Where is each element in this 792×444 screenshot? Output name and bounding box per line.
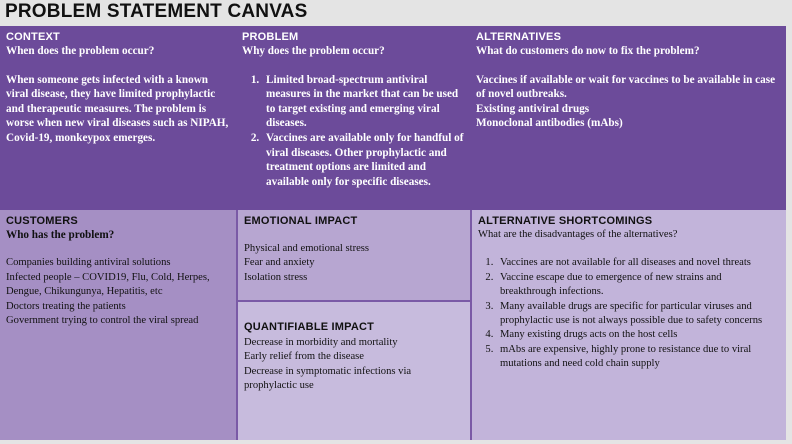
customers-line: Doctors treating the patients — [6, 300, 126, 312]
shortcoming-item: 2. Vaccine escape due to emergence of new strains and breakthrough infections. — [496, 271, 780, 300]
emotional-line: Isolation stress — [244, 271, 308, 283]
shortcoming-item: 4. Many existing drugs acts on the host cells — [496, 328, 780, 342]
problem-cell — [236, 26, 470, 210]
shortcomings-question: What are the disadvantages of the alternatives? — [478, 229, 678, 240]
quantifiable-line: Early relief from the disease — [244, 351, 365, 363]
customers-question: Who has the problem? — [6, 229, 115, 241]
shortcomings-list — [478, 256, 780, 371]
alternatives-body — [476, 73, 780, 131]
context-question: When does the problem occur? — [6, 45, 155, 57]
alternative-shortcomings-cell — [472, 210, 786, 440]
problem-item: 2. Vaccines are available only for handful of viral diseases. Other prophylactic and treatment options are limited and available only for specific diseases. — [262, 131, 464, 189]
problem-item: 1. Limited broad-spectrum antiviral measures in the market that can be used to target existing and emerging viral diseases. — [262, 73, 464, 131]
quantifiable-line: Decrease in morbidity and mortality — [244, 337, 398, 348]
customers-line: Government trying to control the viral spread — [6, 315, 199, 327]
customers-header: CUSTOMERS — [6, 215, 78, 227]
shortcomings-header: ALTERNATIVE SHORTCOMINGS — [478, 215, 653, 227]
customers-line: Companies building antiviral solutions — [6, 257, 171, 269]
context-header: CONTEXT — [6, 31, 60, 43]
quantifiable-line: Decrease in symptomatic infections via prophylactic use — [244, 365, 412, 392]
emotional-impact-body — [244, 242, 464, 285]
canvas-board — [0, 26, 786, 440]
alternatives-question: What do customers do now to fix the problem? — [476, 45, 700, 57]
shortcoming-item: 5. mAbs are expensive, highly prone to resistance due to viral mutations and need cold chain supply — [496, 343, 780, 372]
emotional-impact-cell — [238, 210, 470, 300]
emotional-line: Physical and emotional stress — [244, 243, 370, 254]
problem-list — [242, 73, 464, 190]
customers-cell — [0, 210, 236, 440]
problem-question: Why does the problem occur? — [242, 45, 385, 57]
shortcoming-item: 1. Vaccines are not available for all diseases and novel threats — [496, 256, 780, 270]
quantifiable-impact-header: QUANTIFIABLE IMPACT — [244, 321, 375, 333]
shortcoming-item: 3. Many available drugs are specific for particular viruses and prophylactic use is not always possible due to safety concerns — [496, 300, 780, 329]
problem-header: PROBLEM — [242, 31, 299, 43]
alternatives-header: ALTERNATIVES — [476, 31, 562, 43]
customers-body — [6, 256, 230, 328]
alternatives-line: Monoclonal antibodies (mAbs) — [476, 117, 623, 130]
emotional-line: Fear and anxiety — [244, 257, 315, 269]
context-cell — [0, 26, 236, 210]
context-body: When someone gets infected with a known viral disease, they have limited prophylactic and therapeutic measures. The problem is worse when new viral diseases such as NIPAH, Covid-19, monkeypox emerges. — [6, 73, 229, 144]
alternatives-line: Vaccines if available or wait for vaccines to be available in case of novel outbreaks. — [476, 73, 776, 101]
page-title: PROBLEM STATEMENT CANVAS — [5, 1, 308, 22]
emotional-impact-header: EMOTIONAL IMPACT — [244, 215, 358, 227]
alternatives-line: Existing antiviral drugs — [476, 102, 590, 115]
quantifiable-impact-cell — [238, 302, 470, 440]
customers-line: Infected people – COVID19, Flu, Cold, Herpes, Dengue, Chikungunya, Hepatitis, etc — [6, 271, 210, 298]
alternatives-cell — [470, 26, 786, 210]
quantifiable-impact-body — [244, 336, 464, 394]
